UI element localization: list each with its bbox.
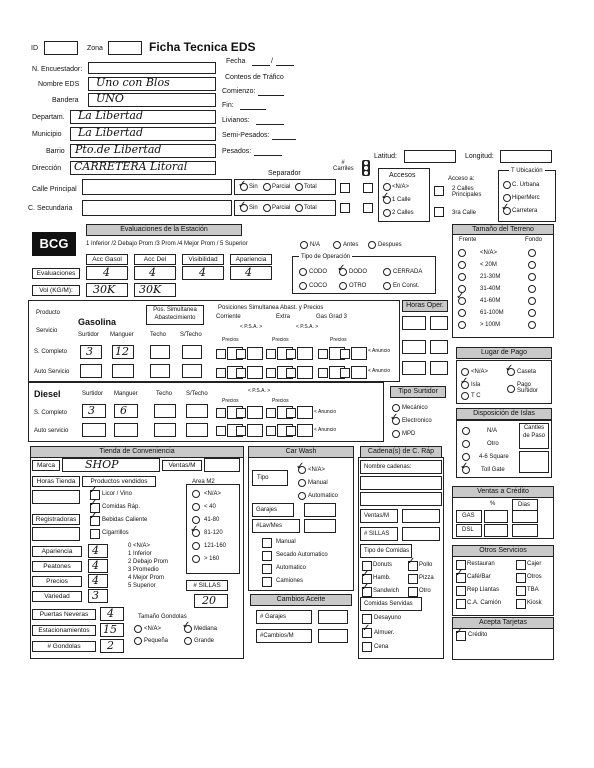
otros-label: Café/Bar bbox=[467, 574, 491, 580]
comida-checkmark: ✓ bbox=[361, 582, 370, 593]
otros-check[interactable] bbox=[516, 599, 526, 609]
horas-sab-2[interactable] bbox=[430, 340, 448, 354]
carwash-option-check[interactable] bbox=[262, 564, 272, 574]
terreno-fondo-radio[interactable] bbox=[528, 273, 536, 281]
conteos-label: Conteos de Tráfico bbox=[225, 74, 284, 81]
cadena-nombre: Nombre cadenas: bbox=[360, 460, 442, 474]
islas-panel: N/A Otro 4-6 Square Toll Gate ✓ Cantles de Paso bbox=[456, 420, 552, 478]
livianos-label: Livianos: bbox=[222, 117, 250, 124]
otros-checkmark: ✓ bbox=[455, 568, 464, 579]
carwash-automatico-radio[interactable] bbox=[298, 492, 306, 500]
carwash-option-check[interactable] bbox=[262, 538, 272, 548]
gas-completo-techo[interactable] bbox=[150, 345, 170, 359]
producto-checkmark: ✓ bbox=[89, 485, 98, 496]
otros-label: Kiosk bbox=[527, 600, 542, 606]
comida-label: Otro bbox=[419, 588, 431, 594]
calle-secundaria-field[interactable] bbox=[82, 200, 232, 216]
carwash-option-label: Manual bbox=[276, 539, 296, 545]
municipio-value: La Libertad bbox=[78, 126, 144, 139]
pesados-label: Pesados: bbox=[222, 148, 252, 155]
aceite-mes-field[interactable] bbox=[318, 629, 348, 643]
diesel-price-check[interactable] bbox=[286, 408, 296, 418]
gas-price-field[interactable] bbox=[297, 366, 313, 379]
comida-checkmark: ✓ bbox=[361, 569, 370, 580]
horas-dom-2[interactable] bbox=[430, 361, 448, 375]
horas-header: Horas Oper. bbox=[402, 300, 448, 312]
carriles-label: # Carriles bbox=[333, 160, 354, 172]
gas-price-check[interactable] bbox=[318, 368, 328, 378]
carwash-option-check[interactable] bbox=[262, 577, 272, 587]
rating-value: 4 bbox=[92, 559, 99, 572]
rating-value: 3 bbox=[92, 589, 99, 602]
fin-label: Fin: bbox=[222, 102, 234, 109]
calle-principal-separador[interactable]: Sin Parcial Total ✓ bbox=[234, 179, 336, 195]
carwash-option-label: Secado Automatico bbox=[276, 552, 328, 558]
carwash-tipo: Tipo bbox=[252, 470, 288, 486]
calle-secundaria-carriles-2[interactable] bbox=[363, 203, 373, 213]
marca-label: Marca bbox=[32, 460, 60, 471]
otros-check[interactable] bbox=[456, 599, 466, 609]
vol-gasol[interactable]: 30K bbox=[86, 283, 128, 297]
credito-dsl-pct[interactable] bbox=[484, 524, 508, 537]
vol-del[interactable]: 30K bbox=[134, 283, 176, 297]
otros-check[interactable] bbox=[516, 586, 526, 596]
completo-label: S. Completo bbox=[34, 349, 68, 355]
otros-header: Otros Servicios bbox=[452, 545, 554, 557]
gas-completo-surtidor[interactable]: 3 bbox=[80, 345, 102, 359]
lugar-pago-panel: <N/A> Caseta ✓ Isla ✓ Pago Surtidor T C bbox=[456, 360, 552, 404]
departamento-value: La Libertad bbox=[78, 109, 144, 122]
gas-grad-label: Gas Grad 3 bbox=[316, 314, 348, 320]
barrio-label: Barrio bbox=[46, 148, 65, 155]
otros-label: Rep Llantas bbox=[467, 587, 500, 593]
producto-value: Gasolina bbox=[78, 317, 117, 327]
aceite-garajes: # Garajes bbox=[256, 610, 312, 624]
eval-apariencia[interactable]: 4 bbox=[230, 266, 272, 280]
tamano-pequena-radio[interactable] bbox=[134, 637, 142, 645]
page-title: Ficha Tecnica EDS bbox=[149, 40, 256, 54]
ventas-label: Ventas/M bbox=[162, 460, 202, 471]
calle-principal-carriles-1[interactable] bbox=[340, 183, 350, 193]
aceite-garajes-field[interactable] bbox=[318, 610, 348, 624]
gas-price-check[interactable] bbox=[216, 368, 226, 378]
ubicacion-panel: T Ubicación C. Urbana HiperMerc Carretera ✓ bbox=[498, 170, 556, 222]
scale-item: 0 <N/A> bbox=[128, 543, 151, 549]
rating-field[interactable] bbox=[88, 544, 108, 558]
terreno-option-label: 41-60M bbox=[480, 298, 501, 304]
area-option-label: 41-80 bbox=[204, 517, 220, 523]
credito-gas-label: GAS bbox=[456, 510, 482, 523]
area-option-label: <N/A> bbox=[204, 491, 222, 497]
scale-item: 4 Mejor Prom bbox=[128, 575, 165, 581]
acceso-a-label: Acceso a: bbox=[448, 176, 475, 182]
carwash-garajes-field[interactable] bbox=[304, 503, 336, 517]
terreno-option-label: < 20M bbox=[480, 262, 497, 268]
area-label: Area M2 bbox=[192, 479, 215, 485]
separador-label: Separador bbox=[268, 170, 301, 177]
diesel-price-check[interactable] bbox=[266, 408, 276, 418]
cadena-nombre-field-2[interactable] bbox=[360, 492, 442, 506]
producto-label: Licor / Vino bbox=[102, 491, 132, 497]
comida-check[interactable] bbox=[408, 574, 418, 584]
gas-auto-stecho[interactable] bbox=[182, 364, 202, 378]
terreno-option-label: 21-30M bbox=[480, 274, 501, 280]
terreno-frente-radio[interactable] bbox=[458, 249, 466, 257]
barrio-value: Pto.de Libertad bbox=[75, 143, 162, 156]
producto-label: Cigarrillos bbox=[102, 530, 129, 536]
cantidad-field[interactable] bbox=[519, 451, 549, 473]
latitud-label: Latitud: bbox=[374, 153, 397, 160]
zona-field[interactable] bbox=[108, 41, 142, 55]
horas-dom[interactable] bbox=[402, 361, 426, 375]
cena-check[interactable] bbox=[362, 642, 372, 652]
comida-label: Hamb. bbox=[373, 575, 391, 581]
estacion-field[interactable]: 15 bbox=[100, 623, 124, 637]
gondolas-label: # Gondolas bbox=[32, 641, 96, 652]
comida-check[interactable] bbox=[408, 587, 418, 597]
calle-secundaria-carriles-1[interactable] bbox=[340, 203, 350, 213]
comida-checkmark: ✓ bbox=[407, 556, 416, 567]
fecha-sep: / bbox=[271, 58, 273, 65]
gas-price-check[interactable] bbox=[340, 368, 350, 378]
productos-label: Productos vendidos bbox=[82, 476, 156, 487]
gas-auto-surtidor[interactable] bbox=[80, 364, 102, 378]
cadena-header: Cadena(s) de C. Ráp bbox=[360, 446, 442, 458]
registradoras-field[interactable] bbox=[32, 527, 80, 541]
departamento-label: Departam. bbox=[32, 114, 65, 121]
evaluaciones-header: Evaluaciones de la Estación bbox=[86, 224, 242, 236]
gas-price-check[interactable] bbox=[236, 368, 246, 378]
area-radio[interactable] bbox=[192, 555, 200, 563]
carwash-header: Car Wash bbox=[248, 446, 354, 458]
area-option-label: 121-160 bbox=[204, 543, 227, 549]
gas-price-field[interactable] bbox=[247, 366, 263, 379]
aceite-header: Cambios Aceite bbox=[250, 594, 352, 606]
comienzo-label: Comienzo: bbox=[222, 88, 256, 95]
col-acc-gasol: Acc Gasol bbox=[86, 254, 128, 265]
producto-check[interactable] bbox=[90, 529, 100, 539]
rating-value: 4 bbox=[92, 544, 99, 557]
terreno-frente-radio[interactable] bbox=[458, 273, 466, 281]
rating-label: Apariencia bbox=[32, 546, 82, 557]
comida-label: Pollo bbox=[419, 562, 433, 568]
rating-label: Variedad bbox=[32, 591, 82, 602]
gas-price-check[interactable] bbox=[340, 349, 350, 359]
acceso-check-2[interactable] bbox=[434, 207, 444, 217]
comida-label: Pizza bbox=[419, 575, 434, 581]
credito-gas-pct[interactable] bbox=[484, 510, 508, 523]
aceite-mes: #Cambios/M bbox=[256, 629, 312, 643]
carwash-option-label: Automatico bbox=[276, 565, 307, 571]
acceso-check-1[interactable] bbox=[434, 186, 444, 196]
terreno-frente-radio[interactable] bbox=[458, 261, 466, 269]
stecho-col: S/Techo bbox=[180, 332, 202, 338]
mpd-radio[interactable] bbox=[392, 430, 400, 438]
extra-label: Extra bbox=[276, 314, 291, 320]
estacion-label: Estacionamientos bbox=[32, 625, 96, 636]
terreno-fondo-radio[interactable] bbox=[528, 249, 536, 257]
cadena-ventas: Ventas/M bbox=[360, 509, 398, 523]
carwash-lav: #Lav/Mes bbox=[252, 519, 300, 533]
tamano-na-radio[interactable] bbox=[134, 625, 142, 633]
lugar-pago-header: Lugar de Pago bbox=[456, 347, 552, 359]
dos-principales-label: 2 Calles Principales bbox=[452, 186, 482, 198]
manguer-col: Manguer bbox=[110, 332, 134, 338]
sillas-label: # SILLAS bbox=[186, 580, 228, 591]
credito-gas-dias[interactable] bbox=[512, 510, 538, 523]
semipesados-label: Semi-Pesados: bbox=[222, 132, 270, 139]
otros-label: Restauran bbox=[467, 561, 495, 567]
terreno-fondo-radio[interactable] bbox=[528, 261, 536, 269]
gas-price-field[interactable] bbox=[297, 347, 313, 360]
gas-price-field[interactable] bbox=[351, 347, 367, 360]
producto-label: Comidas Ráp. bbox=[102, 504, 141, 510]
terreno-fondo-radio[interactable] bbox=[528, 309, 536, 317]
terreno-option-label: > 100M bbox=[480, 322, 501, 328]
pos-simul-label: Posiciones Simultanea Abast. y Precios bbox=[218, 305, 324, 311]
area-radio[interactable] bbox=[192, 542, 200, 550]
carwash-garajes: Garajes bbox=[252, 503, 294, 517]
calle-secundaria-label: C. Secundaria bbox=[28, 205, 73, 212]
gas-price-check[interactable] bbox=[236, 349, 246, 359]
diesel-auto-surtidor[interactable] bbox=[82, 423, 106, 437]
credito-label: Crédito bbox=[468, 632, 488, 638]
scale-item: 3 Promedio bbox=[128, 567, 159, 573]
servicio-label: Servicio bbox=[36, 328, 58, 334]
diesel-auto-techo[interactable] bbox=[154, 423, 176, 437]
rating-field[interactable] bbox=[88, 574, 108, 588]
carwash-option-check[interactable] bbox=[262, 551, 272, 561]
marca-field[interactable]: SHOP bbox=[62, 458, 160, 472]
comida-label: Donuts bbox=[373, 562, 393, 568]
gas-price-check[interactable] bbox=[266, 349, 276, 359]
diesel-price-check[interactable] bbox=[216, 408, 226, 418]
tres-calle-label: 3ra Calle bbox=[452, 210, 477, 216]
terreno-header: Tamaño del Terreno bbox=[452, 224, 554, 235]
comidas-servidas: Comidas Servidas bbox=[360, 597, 422, 611]
producto-label: Producto bbox=[36, 310, 61, 316]
rating-label: Precios bbox=[32, 576, 82, 587]
id-field[interactable] bbox=[44, 41, 78, 55]
scale-item: 2 Debajo Prom bbox=[128, 559, 169, 565]
otros-label: Otros bbox=[527, 574, 542, 580]
terreno-fondo-radio[interactable] bbox=[528, 321, 536, 329]
area-option-label: 81-120 bbox=[204, 530, 223, 536]
corriente-label: Corriente bbox=[216, 314, 241, 320]
tipo-comidas: Tipo de Comidas bbox=[360, 544, 412, 558]
bcg-logo: BCG bbox=[32, 232, 76, 256]
diesel-auto-manguer[interactable] bbox=[114, 423, 138, 437]
diesel-price-check[interactable] bbox=[266, 426, 276, 436]
latitud-field[interactable] bbox=[404, 150, 456, 163]
terreno-fondo-radio[interactable] bbox=[528, 297, 536, 305]
gas-price-check[interactable] bbox=[216, 349, 226, 359]
credito-dsl-label: DSL bbox=[456, 524, 482, 537]
horas-sab[interactable] bbox=[402, 340, 426, 354]
evaluaciones-row-label: Evaluaciones bbox=[32, 268, 80, 279]
diesel-completo-manguer[interactable]: 6 bbox=[114, 404, 138, 418]
longitud-field[interactable] bbox=[500, 150, 552, 163]
bandera-value: UNO bbox=[96, 92, 124, 105]
scale-item: 5 Superior bbox=[128, 583, 156, 589]
gas-price-check[interactable] bbox=[286, 368, 296, 378]
cantidad-label: Cantles de Paso bbox=[519, 423, 549, 449]
diesel-price-field[interactable] bbox=[297, 424, 313, 437]
terreno-panel: Frente Fondo bbox=[452, 234, 554, 338]
islas-header: Disposición de Islas bbox=[456, 408, 552, 420]
eval-visibilidad[interactable]: 4 bbox=[182, 266, 224, 280]
tienda-header: Tienda de Conveniencia bbox=[30, 446, 244, 458]
nombre-value: Uno con Blos bbox=[96, 76, 170, 89]
carwash-option-label: Camiones bbox=[276, 578, 304, 584]
gas-auto-manguer[interactable] bbox=[112, 364, 134, 378]
eval-acc-gasol[interactable]: 4 bbox=[86, 266, 128, 280]
terreno-frente-radio[interactable] bbox=[458, 321, 466, 329]
gas-price-check[interactable] bbox=[266, 368, 276, 378]
terreno-option-label: 31-40M bbox=[480, 286, 501, 292]
otros-label: Cajer bbox=[527, 561, 542, 567]
gas-completo-stecho[interactable] bbox=[182, 345, 202, 359]
otros-check[interactable] bbox=[456, 586, 466, 596]
credito-header: Ventas a Crédito bbox=[452, 486, 554, 498]
col-acc-del: Acc Del bbox=[134, 254, 176, 265]
gas-price-check[interactable] bbox=[318, 349, 328, 359]
diesel-completo-surtidor[interactable]: 3 bbox=[82, 404, 106, 418]
terreno-option-label: 61-100M bbox=[480, 310, 504, 316]
tamano-label: Tamaño Gondolas bbox=[138, 614, 187, 620]
surtidor-col: Surtidor bbox=[78, 332, 100, 338]
pos-label: Pos. Simultanea Abastecimiento bbox=[146, 305, 204, 325]
auto-label: Auto Servicio bbox=[34, 369, 70, 375]
credito-dsl-dias[interactable] bbox=[512, 524, 538, 537]
techo-col: Techo bbox=[150, 332, 167, 338]
gas-completo-manguer[interactable]: 12 bbox=[112, 345, 134, 359]
horas-tienda-field[interactable] bbox=[32, 490, 80, 504]
area-option-label: > 160 bbox=[204, 556, 220, 562]
nombre-label: Nombre EDS bbox=[38, 81, 80, 88]
calle-principal-label: Calle Principal bbox=[32, 186, 77, 193]
diesel-price-check[interactable] bbox=[286, 426, 296, 436]
direccion-value: CARRETERA Litoral bbox=[74, 160, 188, 173]
eval-na-radio[interactable] bbox=[300, 241, 308, 249]
credito-dias-label: Dias bbox=[512, 499, 538, 511]
id-label: ID bbox=[31, 45, 38, 52]
otros-label: TBA bbox=[527, 587, 539, 593]
gas-auto-techo[interactable] bbox=[150, 364, 170, 378]
eval-antes-radio[interactable] bbox=[333, 241, 341, 249]
otros-label: C.A. Camión bbox=[467, 600, 502, 606]
tipo-operacion-panel: Tipo de Operación CODO DODO ✓ CERRADA COCO OTRO En Const. bbox=[292, 256, 436, 294]
diesel-auto-stecho[interactable] bbox=[186, 423, 208, 437]
rating-field[interactable] bbox=[88, 559, 108, 573]
carwash-manual-radio[interactable] bbox=[298, 479, 306, 487]
gas-price-check[interactable] bbox=[286, 349, 296, 359]
cadena-nombre-field-1[interactable] bbox=[360, 476, 442, 490]
ventas-field[interactable] bbox=[204, 458, 240, 472]
gas-price-field[interactable] bbox=[351, 366, 367, 379]
traffic-light-icon bbox=[362, 160, 370, 176]
terreno-check: ✓ bbox=[456, 291, 465, 302]
calle-secundaria-separador[interactable]: Sin Parcial Total ✓ bbox=[234, 200, 336, 216]
diesel-completo-stecho[interactable] bbox=[186, 404, 208, 418]
terreno-option-label: <N/A> bbox=[480, 250, 498, 256]
diesel-price-check[interactable] bbox=[236, 408, 246, 418]
rating-label: Peatones bbox=[32, 561, 82, 572]
terreno-fondo-radio[interactable] bbox=[528, 285, 536, 293]
sillas-field[interactable]: 20 bbox=[194, 594, 228, 608]
col-apariencia: Apariencia bbox=[230, 254, 272, 265]
col-visibilidad: Visibilidad bbox=[182, 254, 224, 265]
area-radio[interactable] bbox=[192, 516, 200, 524]
accesos-panel: Accesos <N/A> 1 Calle ✓ 2 Calles bbox=[378, 168, 430, 222]
vol-label: Vol (KG/M): bbox=[32, 285, 80, 296]
mecanico-radio[interactable] bbox=[392, 404, 400, 412]
puertas-label: Puertas Neveras bbox=[32, 609, 96, 620]
cadena-ventas-field[interactable] bbox=[402, 509, 440, 523]
registradoras-label: Registradoras bbox=[32, 514, 80, 525]
diesel-price-field[interactable] bbox=[297, 406, 313, 419]
rating-value: 4 bbox=[92, 574, 99, 587]
producto-label: Bebidas Caliente bbox=[102, 517, 148, 523]
municipio-label: Municipio bbox=[32, 131, 62, 138]
eval-scale: 1 Inferior /2 Debajo Prom /3 Prom /4 Mejor Prom / 5 Superior bbox=[86, 241, 248, 247]
eval-despues-radio[interactable] bbox=[368, 241, 376, 249]
longitud-label: Longitud: bbox=[465, 153, 494, 160]
direccion-label: Dirección bbox=[32, 165, 62, 172]
tipo-surtidor-header: Tipo Surtidor bbox=[390, 386, 446, 398]
tarjetas-header: Acepta Tarjetas bbox=[452, 617, 554, 629]
gas-price-field[interactable] bbox=[247, 347, 263, 360]
calle-principal-field[interactable] bbox=[82, 179, 232, 195]
calle-principal-carriles-2[interactable] bbox=[363, 183, 373, 193]
area-option-label: < 40 bbox=[204, 504, 216, 510]
diesel-completo-techo[interactable] bbox=[154, 404, 176, 418]
area-radio[interactable] bbox=[192, 490, 200, 498]
cadena-sillas-field[interactable] bbox=[402, 527, 440, 541]
horas-tienda-label: Horas Tienda bbox=[32, 476, 80, 487]
producto-checkmark: ✓ bbox=[89, 498, 98, 509]
scale-item: 1 Inferior bbox=[128, 551, 152, 557]
terreno-frente-radio[interactable] bbox=[458, 309, 466, 317]
carwash-lav-field[interactable] bbox=[304, 519, 336, 533]
comida-label: Sandwich bbox=[373, 588, 400, 594]
area-radio[interactable] bbox=[192, 503, 200, 511]
encuestador-field[interactable] bbox=[88, 62, 216, 74]
diesel-label: Diesel bbox=[34, 389, 61, 399]
otros-check[interactable] bbox=[516, 560, 526, 570]
diesel-price-check[interactable] bbox=[216, 426, 226, 436]
tamano-grande-radio[interactable] bbox=[184, 637, 192, 645]
encuestador-label: N. Encuestador: bbox=[32, 66, 83, 73]
horas-lv-2[interactable] bbox=[430, 316, 448, 330]
cadena-sillas: # SILLAS bbox=[360, 527, 398, 541]
fecha-label: Fecha bbox=[226, 58, 246, 65]
puertas-field[interactable]: 4 bbox=[100, 607, 124, 621]
producto-checkmark: ✓ bbox=[89, 511, 98, 522]
zona-label: Zona bbox=[87, 45, 103, 52]
bandera-label: Bandera bbox=[52, 97, 79, 104]
rating-field[interactable] bbox=[88, 589, 108, 603]
diesel-price-field[interactable] bbox=[247, 406, 263, 419]
diesel-price-check[interactable] bbox=[236, 426, 246, 436]
horas-lv[interactable] bbox=[402, 316, 426, 330]
area-check: ✓ bbox=[190, 524, 199, 535]
gondolas-field[interactable]: 2 bbox=[100, 639, 124, 653]
diesel-price-field[interactable] bbox=[247, 424, 263, 437]
otros-check[interactable] bbox=[516, 573, 526, 583]
eval-acc-del[interactable]: 4 bbox=[134, 266, 176, 280]
